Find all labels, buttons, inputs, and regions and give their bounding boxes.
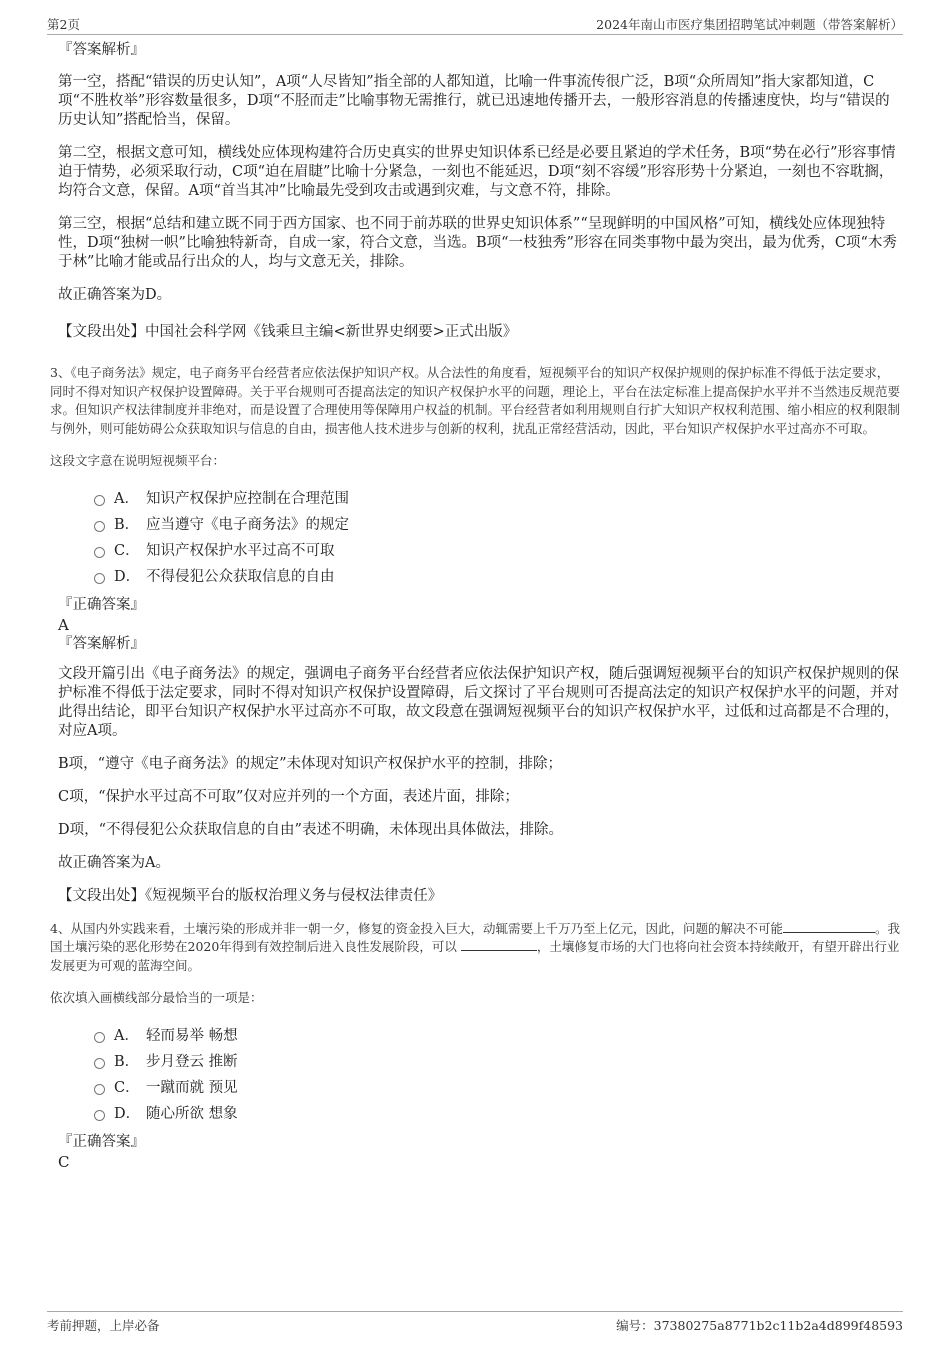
analysis-paragraph: C项，“保护水平过高不可取”仅对应并列的一个方面，表述片面，排除；	[58, 788, 519, 805]
option-d[interactable]: D． 不得侵犯公众获取信息的自由	[94, 563, 900, 589]
document-body	[50, 40, 900, 1171]
option-list	[94, 485, 900, 589]
q2-analysis	[50, 40, 900, 342]
option-c[interactable]: C． 知识产权保护水平过高不可取	[94, 537, 900, 563]
page-number: 第2页	[47, 17, 80, 32]
correct-answer: C	[58, 1152, 70, 1171]
question-4	[50, 920, 900, 1171]
option-d[interactable]: D． 随心所欲 想象	[94, 1100, 900, 1126]
radio-button[interactable]	[94, 1058, 105, 1069]
source-citation: 【文段出处】《短视频平台的版权治理义务与侵权法律责任》	[58, 887, 443, 904]
analysis-paragraph: 文段开篇引出《电子商务法》的规定，强调电子商务平台经营者应依法保护知识产权，随后强调短视频平台的知识产权保护规则的保护标准不得低于法定要求，同时不得对知识产权保护设置障碍，后文探讨了平台规则可否提高法定的知识产权保护水平的问题，并对此得出结论，即平台知识产权保护水平过高亦不可取，故文段意在强调短视频平台的知识产权保护水平，过低和过高都是不合理的，对应A项。	[58, 665, 899, 739]
document-code: 编号：37380275a8771b2c11b2a4d899f48593	[616, 1318, 903, 1333]
option-list	[94, 1022, 900, 1126]
radio-button[interactable]	[94, 547, 105, 558]
option-a[interactable]: A． 轻而易举 畅想	[94, 1022, 900, 1048]
analysis-paragraph: 第三空，根据“总结和建立既不同于西方国家、也不同于前苏联的世界史知识体系”“呈现鲜明的中国风格”可知，横线处应体现独特性，D项“独树一帜”比喻独特新奇，自成一家，符合文意，当选。B项“一枝独秀”形容在同类事物中最为突出，最为优秀，C项“木秀于林”比喻才能或品行出众的人，均与文意无关，排除。	[58, 216, 897, 270]
option-a[interactable]: A． 知识产权保护应控制在合理范围	[94, 485, 900, 511]
question-prompt: 依次填入画横线部分最恰当的一项是：	[50, 990, 263, 1005]
footer-slogan: 考前押题，上岸必备	[47, 1318, 160, 1333]
analysis-label: 『答案解析』	[58, 42, 145, 58]
radio-button[interactable]	[94, 1110, 105, 1121]
fill-blank-1	[783, 920, 875, 933]
radio-button[interactable]	[94, 1032, 105, 1043]
fill-blank-2	[461, 938, 537, 951]
page-header	[47, 12, 903, 35]
document-title: 2024年南山市医疗集团招聘笔试冲刺题（带答案解析）	[596, 17, 903, 32]
question-3	[50, 364, 900, 906]
radio-button[interactable]	[94, 573, 105, 584]
option-c[interactable]: C． 一蹴而就 预见	[94, 1074, 900, 1100]
source-citation: 【文段出处】中国社会科学网《钱乘旦主编<新世界史纲要>正式出版》	[58, 324, 518, 340]
conclusion: 故正确答案为A。	[58, 854, 170, 871]
correct-answer: A	[58, 615, 69, 634]
correct-answer-label: 『正确答案』	[58, 1133, 145, 1150]
option-b[interactable]: B． 步月登云 推断	[94, 1048, 900, 1074]
radio-button[interactable]	[94, 1084, 105, 1095]
question-prompt: 这段文字意在说明短视频平台：	[50, 453, 226, 468]
radio-button[interactable]	[94, 495, 105, 506]
radio-button[interactable]	[94, 521, 105, 532]
question-stem: 4、从国内外实践来看，土壤污染的形成并非一朝一夕，修复的资金投入巨大，动辄需要上千万乃至上亿元，因此，问题的解决不可能 。我国土壤污染的恶化形势在2020年得到有效控制后进入良性发展阶段，可以 ，土壤修复市场的大门也将向社会资本持续敞开，有望开辟出行业发展更为可观的蓝海空间。	[50, 920, 900, 973]
question-stem: 3、《电子商务法》规定，电子商务平台经营者应依法保护知识产权。从合法性的角度看，短视频平台的知识产权保护规则的保护标准不得低于法定要求，同时不得对知识产权保护设置障碍。关于平台规则可否提高法定的知识产权保护水平的问题，理论上，平台在法定标准上提高保护水平并不当然违反规范要求。但知识产权法律制度并非绝对，而是设置了合理使用等保障用户权益的机制。平台经营者如利用规则自行扩大知识产权权利范围、缩小相应的权利限制与例外，则可能妨碍公众获取知识与信息的自由，损害他人技术进步与创新的权利，扰乱正常经营活动，因此，平台知识产权保护水平过高亦不可取。	[50, 365, 901, 436]
analysis-paragraph: B项，“遵守《电子商务法》的规定”未体现对知识产权保护水平的控制，排除；	[58, 755, 562, 772]
analysis-paragraph: 第二空，根据文意可知，横线处应体现构建符合历史真实的世界史知识体系已经是必要且紧迫的学术任务，B项“势在必行”形容事情迫于情势，必须采取行动，C项“迫在眉睫”比喻十分紧急，一刻也不能延迟，D项“刻不容缓”形容形势十分紧迫，一刻也不容耽搁，均符合文意，保留。A项“首当其冲”比喻最先受到攻击或遇到灾难，与文意不符，排除。	[58, 145, 896, 199]
analysis-paragraph: 第一空，搭配“错误的历史认知”，A项“人尽皆知”指全部的人都知道，比喻一件事流传很广泛，B项“众所周知”指大家都知道，C项“不胜枚举”形容数量很多，D项“不胫而走”比喻事物无需推行，就已迅速地传播开去，一般形容消息的传播速度快，均与“错误的历史认知”搭配恰当，保留。	[58, 74, 890, 128]
page-footer	[47, 1311, 903, 1334]
analysis-paragraph: D项，“不得侵犯公众获取信息的自由”表述不明确，未体现出具体做法，排除。	[58, 821, 563, 838]
analysis-label: 『答案解析』	[58, 635, 145, 652]
conclusion: 故正确答案为D。	[58, 287, 172, 303]
correct-answer-label: 『正确答案』	[58, 596, 145, 613]
option-b[interactable]: B． 应当遵守《电子商务法》的规定	[94, 511, 900, 537]
